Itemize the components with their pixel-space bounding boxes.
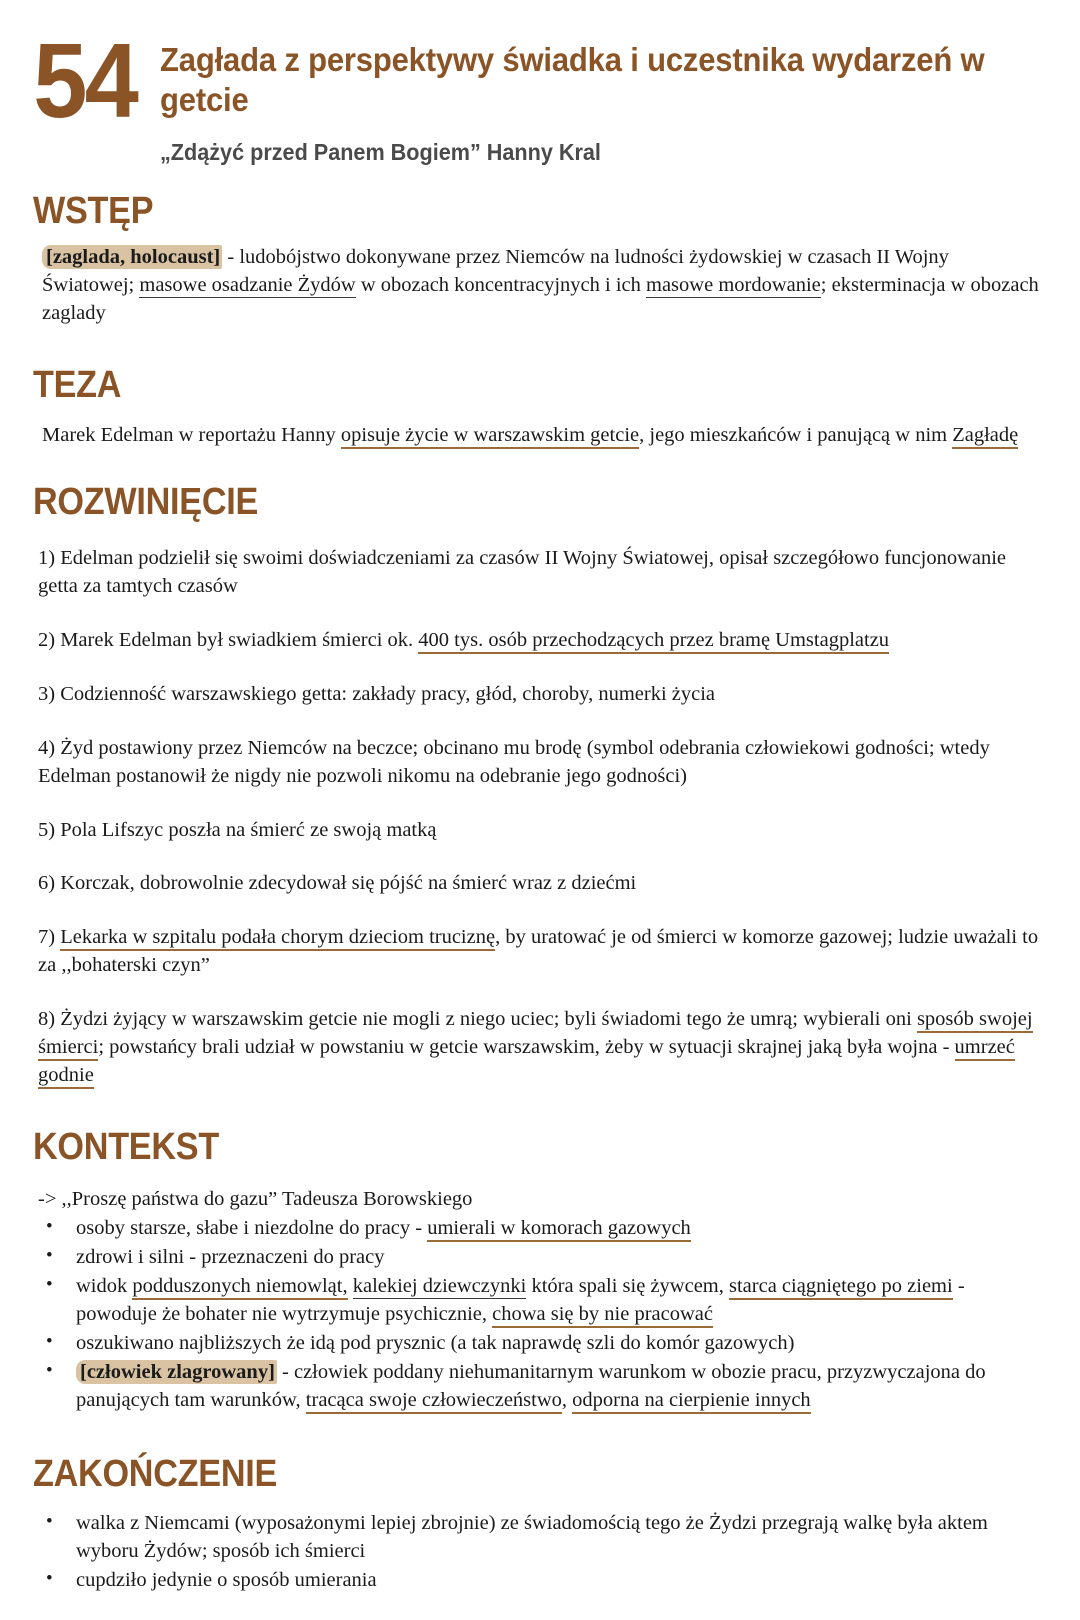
kontekst-bullet-5-run-3: , [561,1388,573,1411]
wstep-text-c: ; eksterminacja w obozach zaglady [42,273,1039,324]
rozwiniecie-item-7-run-1: Lekarka w szpitalu podała chorym dzieciom truciznę [60,926,495,951]
header-text-group [160,34,1056,166]
list-item [38,1244,1044,1272]
rozwiniecie-list [24,545,1056,1089]
teza-underline-2: Zagładę [952,424,1018,449]
rozwiniecie-item-1-run-0: Edelman podzielił się swoimi doświadczeniami za czasów II Wojny Światowej, opisał szczegółowo funcjonowanie getta za tamtych czasów [38,547,1007,598]
wstep-text-b: w obozach koncentracyjnych i ich [355,273,647,296]
teza-text-b: , jego mieszkańców i panującą w nim [639,423,953,446]
kontekst-block [24,1186,1056,1415]
list-item [38,1215,1044,1243]
zakonczenie-bullet-list [24,1510,1056,1595]
lesson-number: 54 [33,22,137,140]
rozwiniecie-item-number: 4) [38,736,56,759]
zakonczenie-bullet-1-run-0: walka z Niemcami (wyposażonymi lepiej zbrojnie) ze świadomością tego że Żydzi przegrają walkę była aktem wyboru Żydów; sposób ich śmierci [76,1512,988,1563]
rozwiniecie-item [24,735,1056,791]
teza-text-a: Marek Edelman w reportażu Hanny [42,423,341,446]
teza-paragraph [24,422,1056,450]
term-highlight-zaglada: [zaglada, holocaust] [42,245,222,269]
page-title: Zagłada z perspektywy świadka i uczestnika wydarzeń w getcie [159,41,985,119]
rozwiniecie-item-number: 3) [38,682,56,705]
kontekst-bullet-2-run-0: zdrowi i silni - przeznaczeni do pracy [76,1246,385,1269]
rozwiniecie-item-number: 8) [38,1008,56,1031]
section-heading-teza: TEZA [33,363,122,406]
kontekst-reference-line: -> ,,Proszę państwa do gazu” Tadeusza Borowskiego [38,1187,473,1210]
kontekst-bullet-3-run-6: - powoduje że bohater nie wytrzymuje psychicznie, [76,1275,965,1326]
rozwiniecie-item-2-run-1: 400 tys. osób przechodzących przez bramę Umstagplatzu [418,629,889,654]
rozwiniecie-item-4-run-0: Żyd postawiony przez Niemców na beczce; obcinano mu brodę (symbol odebrania człowiekowi godności; wtedy Edelman postanowił że nigdy nie pozwoli nikomu na odebranie jego godności) [38,736,990,787]
document-subtitle: „Zdążyć przed Panem Bogiem” Hanny Kral [159,138,601,165]
kontekst-bullet-5-run-4: odporna na cierpienie innych [572,1389,811,1414]
kontekst-bullet-3-run-0: widok [76,1275,133,1298]
rozwiniecie-item-3-run-0: Codzienność warszawskiego getta: zakłady pracy, głód, choroby, numerki życia [55,682,716,705]
kontekst-bullet-3-run-3: kalekiej dziewczynki [352,1275,527,1298]
rozwiniecie-item-6-run-0: Korczak, dobrowolnie zdecydował się pójść na śmierć wraz z dziećmi [55,872,637,895]
list-item [38,1510,1044,1566]
list-item [38,1330,1044,1358]
zakonczenie-block [24,1510,1056,1595]
section-heading-wstep: WSTĘP [33,190,154,233]
rozwiniecie-item-number: 7) [38,926,56,949]
section-heading-kontekst: KONTEKST [33,1125,219,1168]
kontekst-bullet-4-run-0: oszukiwano najbliższych że idą pod prysznic (a tak naprawdę szli do komór gazowych) [76,1331,795,1354]
wstep-paragraph [24,244,1056,328]
list-item [38,1567,1044,1595]
kontekst-bullet-list [24,1215,1056,1414]
rozwiniecie-item [24,924,1056,980]
rozwiniecie-item [24,545,1056,601]
rozwiniecie-item-number: 1) [38,547,56,570]
rozwiniecie-item-number: 5) [38,818,56,841]
list-item [38,1273,1044,1329]
list-item [38,1359,1044,1415]
kontekst-bullet-3-run-2 [348,1275,353,1297]
rozwiniecie-item [24,817,1056,845]
rozwiniecie-item-8-run-1: sposób swojej śmierci [38,1008,1033,1061]
kontekst-bullet-5-run-2: tracąca swoje człowieczeństwo [306,1389,562,1414]
rozwiniecie-item-7-run-2: , by uratować je od śmierci w komorze gazowej; ludzie uważali to za ,,bohaterski czyn” [38,926,1039,977]
wstep-underline-2: masowe mordowanie [646,273,821,296]
rozwiniecie-item [24,870,1056,898]
rozwiniecie-item [24,681,1056,709]
section-heading-rozwiniecie: ROZWINIĘCIE [33,481,259,524]
kontekst-bullet-3-run-1: podduszonych niemowląt, [132,1275,347,1300]
kontekst-bullet-5-run-0: [człowiek zlagrowany] [76,1360,277,1384]
teza-underline-1: opisuje życie w warszawskim getcie [341,424,639,449]
rozwiniecie-item [24,1006,1056,1090]
rozwiniecie-item-number: 2) [38,629,56,652]
section-heading-zakonczenie: ZAKOŃCZENIE [33,1452,278,1495]
rozwiniecie-item-5-run-0: Pola Lifszyc poszła na śmierć ze swoją matką [55,818,437,841]
kontekst-bullet-3-run-5: starca ciągniętego po ziemi [729,1275,953,1300]
wstep-underline-1: masowe osadzanie Żydów [139,273,356,296]
wstep-text-a: - ludobójstwo dokonywane przez Niemców na ludności żydowskiej w czasach II Wojny Światowej; [42,245,949,296]
rozwiniecie-item-8-run-3: umrzeć godnie [38,1036,1015,1089]
kontekst-bullet-3-run-7: chowa się by nie pracować [492,1303,713,1328]
kontekst-bullet-1-run-1: umierali w komorach gazowych [427,1217,691,1242]
zakonczenie-bullet-2-run-0: cupdziło jedynie o sposób umierania [76,1569,377,1592]
rozwiniecie-item [24,627,1056,655]
rozwiniecie-item-2-run-0: Marek Edelman był swiadkiem śmierci ok. [55,629,419,652]
rozwiniecie-item-number: 6) [38,872,56,895]
kontekst-bullet-1-run-0: osoby starsze, słabe i niezdolne do pracy - [76,1217,428,1240]
document-header [24,22,1056,166]
rozwiniecie-item-8-run-2: ; powstańcy brali udział w powstaniu w getcie warszawskim, żeby w sytuacji skrajnej jaką była wojna - [98,1035,955,1058]
kontekst-bullet-3-run-4: która spali się żywcem, [526,1275,729,1298]
rozwiniecie-item-8-run-0: Żydzi żyjący w warszawskim getcie nie mogli z niego uciec; byli świadomi tego że umrą; wybierali oni [55,1008,917,1031]
kontekst-bullet-5-run-1: - człowiek poddany niehumanitarnym warunkom w obozie pracu, przyzwyczajona do panujących tam warunków, [76,1360,986,1411]
